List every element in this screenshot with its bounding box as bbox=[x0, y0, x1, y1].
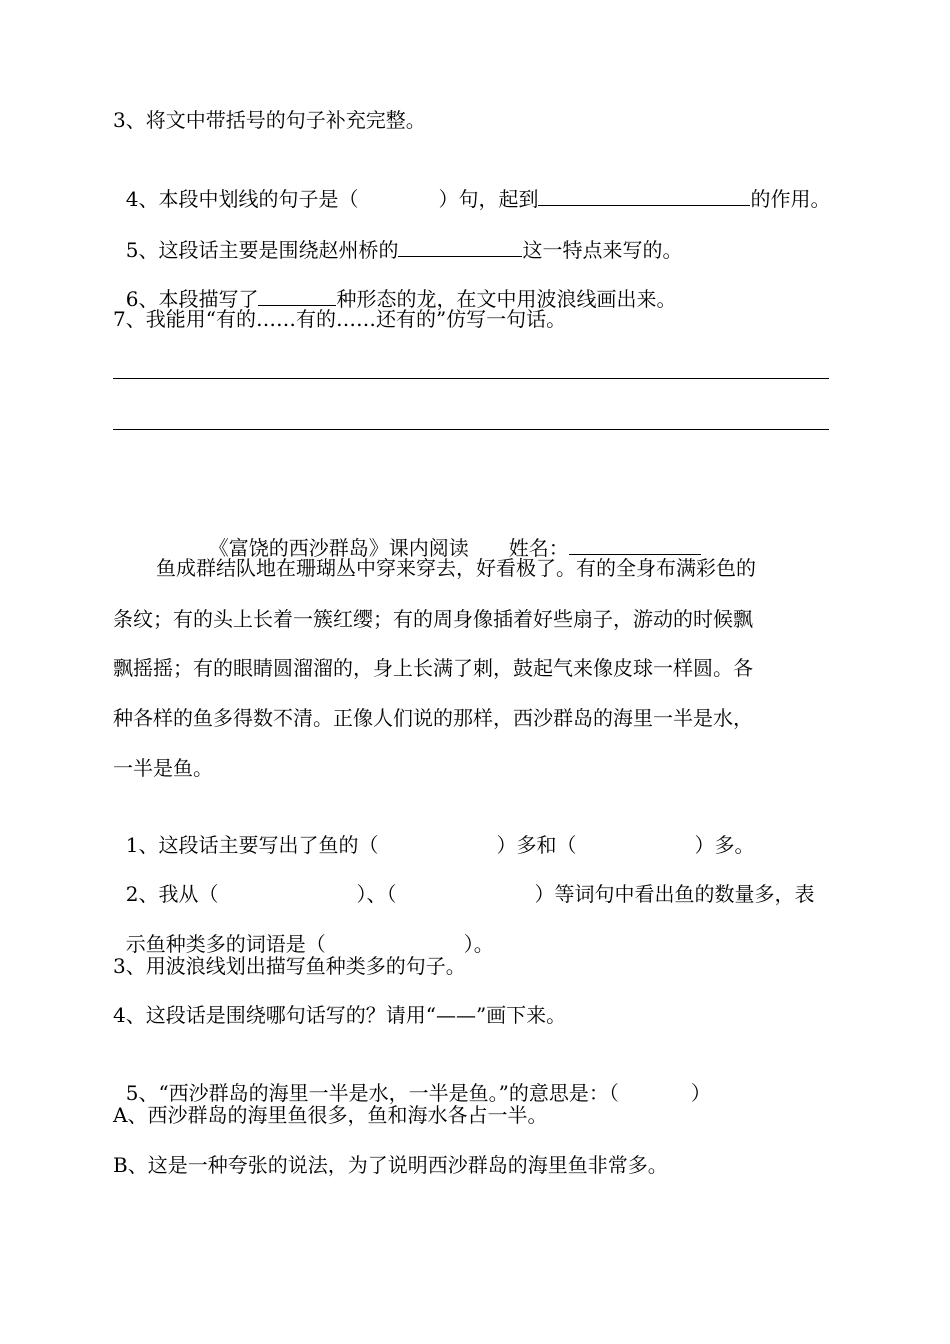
question-4-middle: ）句，起到 bbox=[438, 187, 539, 211]
reading-question-1-part: ）多。 bbox=[694, 833, 755, 857]
answer-line[interactable] bbox=[113, 429, 829, 430]
question-6-suffix: 种形态的龙，在文中用波浪线画出来。 bbox=[336, 287, 677, 311]
question-4 bbox=[113, 155, 830, 213]
reading-question-1-part: ）多和（ bbox=[496, 833, 577, 857]
reading-title: 《富饶的西沙群岛》课内阅读 bbox=[208, 536, 469, 560]
reading-question-3: 3、用波浪线划出描写鱼种类多的句子。 bbox=[113, 954, 466, 978]
question-4-suffix: 的作用。 bbox=[750, 187, 831, 211]
reading-question-2-part: ）、（ bbox=[356, 882, 397, 906]
passage-line: 一半是鱼。 bbox=[113, 756, 213, 780]
option-a: A、西沙群岛的海里鱼很多，鱼和海水各占一半。 bbox=[113, 1103, 548, 1127]
question-5-prefix: 5、这段话主要是围绕赵州桥的 bbox=[125, 238, 399, 262]
answer-blank[interactable] bbox=[538, 183, 750, 206]
reading-question-1 bbox=[113, 803, 754, 859]
reading-question-5-part: ） bbox=[690, 1081, 711, 1105]
reading-question-5 bbox=[113, 1051, 711, 1107]
question-4-prefix: 4、本段中划线的句子是（ bbox=[125, 187, 359, 211]
passage-line: 飘摇摇；有的眼睛圆溜溜的，身上长满了刺，鼓起气来像皮球一样圆。各 bbox=[113, 656, 753, 680]
question-6-prefix: 6、本段描写了 bbox=[125, 287, 259, 311]
name-label: 姓名： bbox=[508, 536, 569, 560]
answer-blank[interactable] bbox=[258, 283, 336, 306]
question-7: 7、我能用“有的……有的……还有的”仿写一句话。 bbox=[113, 307, 567, 331]
reading-question-2-part: 2、我从（ bbox=[125, 882, 219, 906]
question-3: 3、将文中带括号的句子补充完整。 bbox=[113, 108, 426, 132]
answer-line[interactable] bbox=[113, 378, 829, 379]
reading-question-2 bbox=[113, 852, 814, 908]
reading-question-1-part: 1、这段话主要写出了鱼的（ bbox=[125, 833, 379, 857]
reading-question-5-part: 5、“西沙群岛的海里一半是水，一半是鱼。”的意思是：（ bbox=[125, 1081, 619, 1105]
name-field[interactable] bbox=[569, 532, 701, 555]
passage-line: 条纹；有的头上长着一簇红缨；有的周身像插着好些扇子，游动的时候飘 bbox=[113, 607, 753, 631]
reading-question-2-part: 示鱼种类多的词语是（ bbox=[125, 932, 326, 956]
reading-question-2-part: ）等词句中看出鱼的数量多，表 bbox=[534, 882, 815, 906]
reading-question-4: 4、这段话是围绕哪句话写的？请用“——”画下来。 bbox=[113, 1003, 567, 1027]
option-b: B、这是一种夸张的说法，为了说明西沙群岛的海里鱼非常多。 bbox=[113, 1153, 668, 1177]
passage-line: 鱼成群结队地在珊瑚丛中穿来穿去，好看极了。有的全身布满彩色的 bbox=[156, 556, 756, 580]
answer-blank[interactable] bbox=[398, 234, 522, 257]
passage-line: 种各样的鱼多得数不清。正像人们说的那样，西沙群岛的海里一半是水， bbox=[113, 706, 753, 730]
reading-question-2-part: ）。 bbox=[463, 932, 494, 956]
question-5-suffix: 这一特点来写的。 bbox=[522, 238, 683, 262]
reading-question-2-cont bbox=[113, 902, 494, 958]
